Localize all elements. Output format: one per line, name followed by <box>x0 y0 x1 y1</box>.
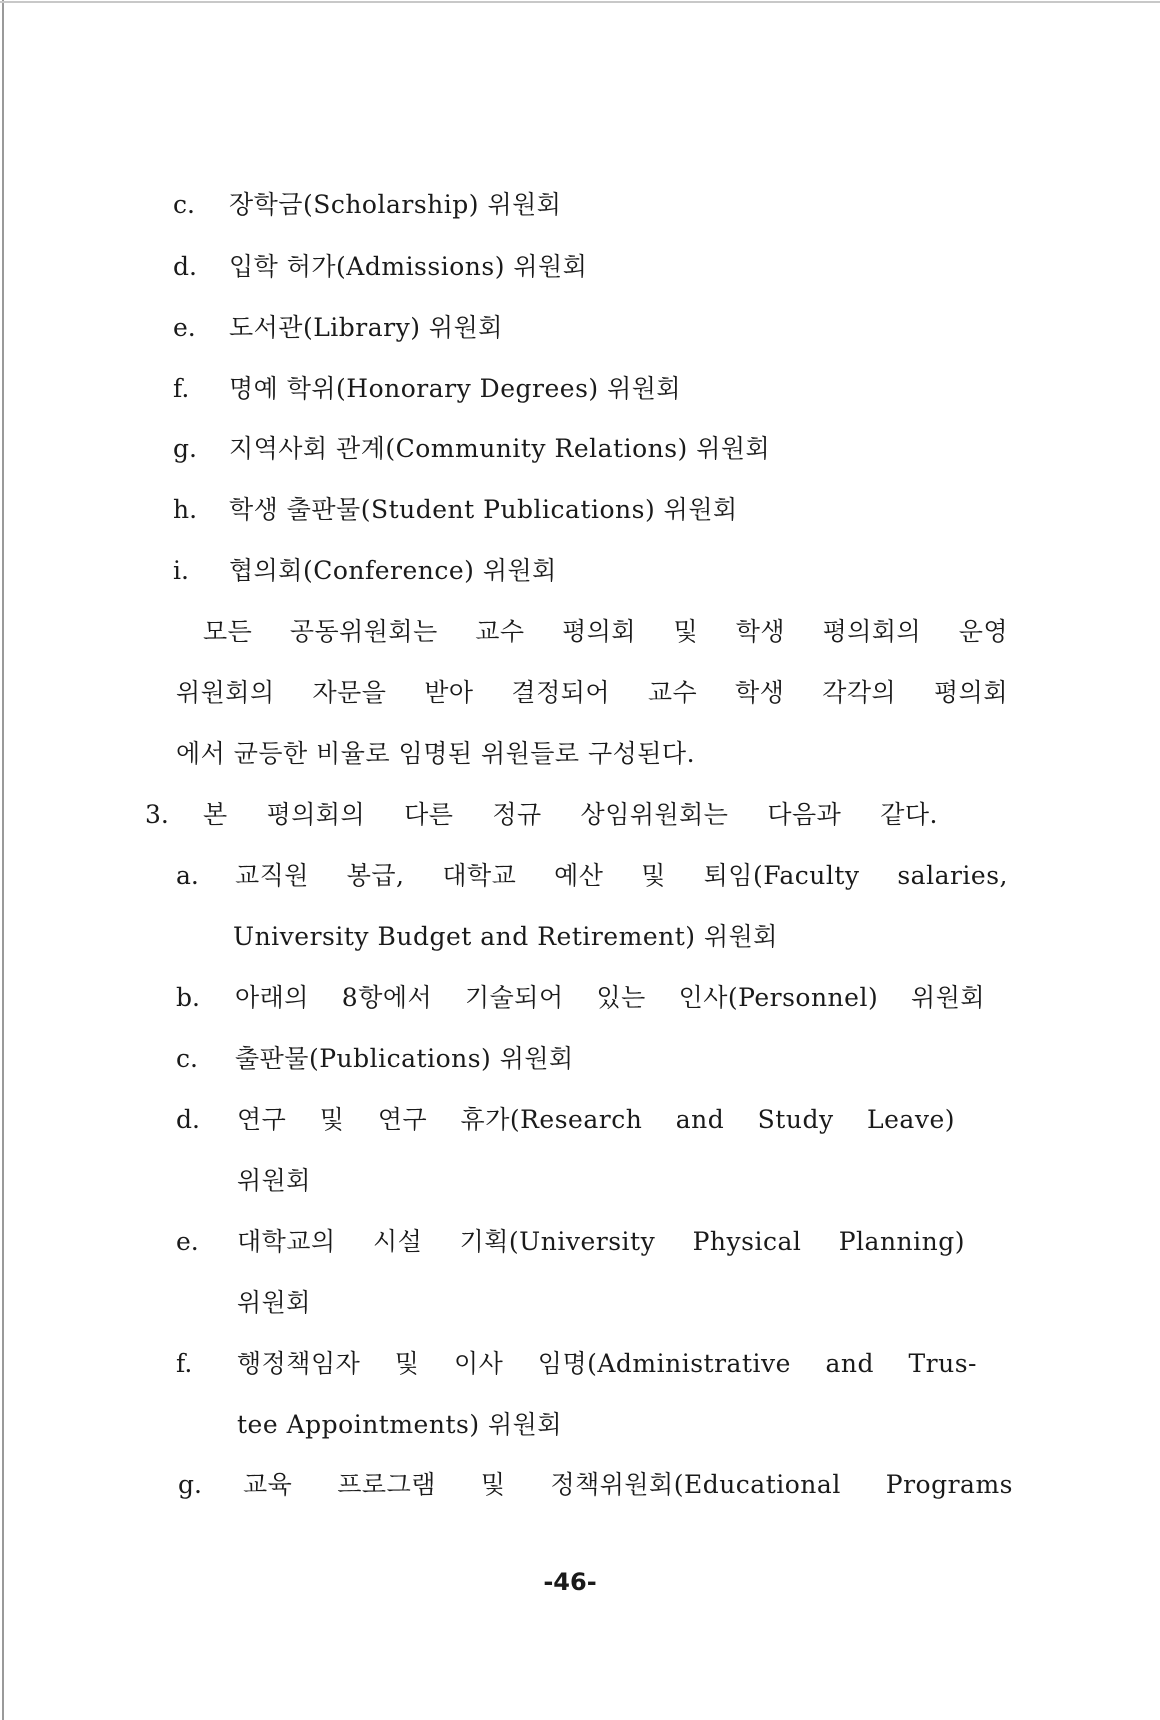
list-item: 장학금(Scholarship) 위원회 <box>229 190 562 219</box>
list-marker: e. <box>176 1227 199 1256</box>
list-item: 행정책임자 및 이사 임명(Administrative and Trus- <box>237 1349 977 1378</box>
list-item-continuation: 위원회 <box>237 1288 311 1317</box>
list-marker: c. <box>173 190 195 219</box>
list-item-continuation: tee Appointments) 위원회 <box>237 1410 562 1439</box>
list-item: 출판물(Publications) 위원회 <box>235 1044 574 1073</box>
paragraph-line: 위원회의 자문을 받아 결정되어 교수 학생 각각의 평의회 <box>176 678 1008 707</box>
page-top-edge <box>0 1 1160 3</box>
list-marker: g. <box>178 1470 202 1499</box>
list-marker: c. <box>176 1044 198 1073</box>
list-item: 대학교의 시설 기획(University Physical Planning) <box>237 1227 965 1256</box>
list-item: 교직원 봉급, 대학교 예산 및 퇴임(Faculty salaries, <box>235 861 1008 890</box>
list-item: 명예 학위(Honorary Degrees) 위원회 <box>229 374 682 403</box>
list-marker: a. <box>176 861 199 890</box>
list-marker: e. <box>173 313 196 342</box>
page-left-edge <box>2 0 4 1720</box>
paragraph-line: 에서 균등한 비율로 임명된 위원들로 구성된다. <box>176 739 696 768</box>
list-marker: b. <box>176 983 200 1012</box>
list-marker: d. <box>176 1105 200 1134</box>
list-item: 연구 및 연구 휴가(Research and Study Leave) <box>237 1105 955 1134</box>
list-marker: g. <box>173 434 197 463</box>
page-number: -46- <box>543 1568 597 1596</box>
list-item: 지역사회 관계(Community Relations) 위원회 <box>229 434 771 463</box>
list-item: 학생 출판물(Student Publications) 위원회 <box>229 495 738 524</box>
list-marker: d. <box>173 252 197 281</box>
list-item: 도서관(Library) 위원회 <box>229 313 503 342</box>
section-heading: 본 평의회의 다른 정규 상임위원회는 다음과 같다. <box>203 800 938 829</box>
list-item: 협의회(Conference) 위원회 <box>229 556 557 585</box>
list-item: 입학 허가(Admissions) 위원회 <box>229 252 588 281</box>
list-item: 아래의 8항에서 기술되어 있는 인사(Personnel) 위원회 <box>235 983 985 1012</box>
list-marker: i. <box>173 556 189 585</box>
list-marker: f. <box>176 1349 193 1378</box>
list-item-continuation: University Budget and Retirement) 위원회 <box>233 922 778 951</box>
list-marker: h. <box>173 495 198 524</box>
list-item: 교육 프로그램 및 정책위원회(Educational Programs <box>243 1470 1013 1499</box>
paragraph-line: 모든 공동위원회는 교수 평의회 및 학생 평의회의 운영 <box>203 617 1008 646</box>
section-number: 3. <box>145 800 169 829</box>
list-item-continuation: 위원회 <box>237 1166 311 1195</box>
list-marker: f. <box>173 374 190 403</box>
